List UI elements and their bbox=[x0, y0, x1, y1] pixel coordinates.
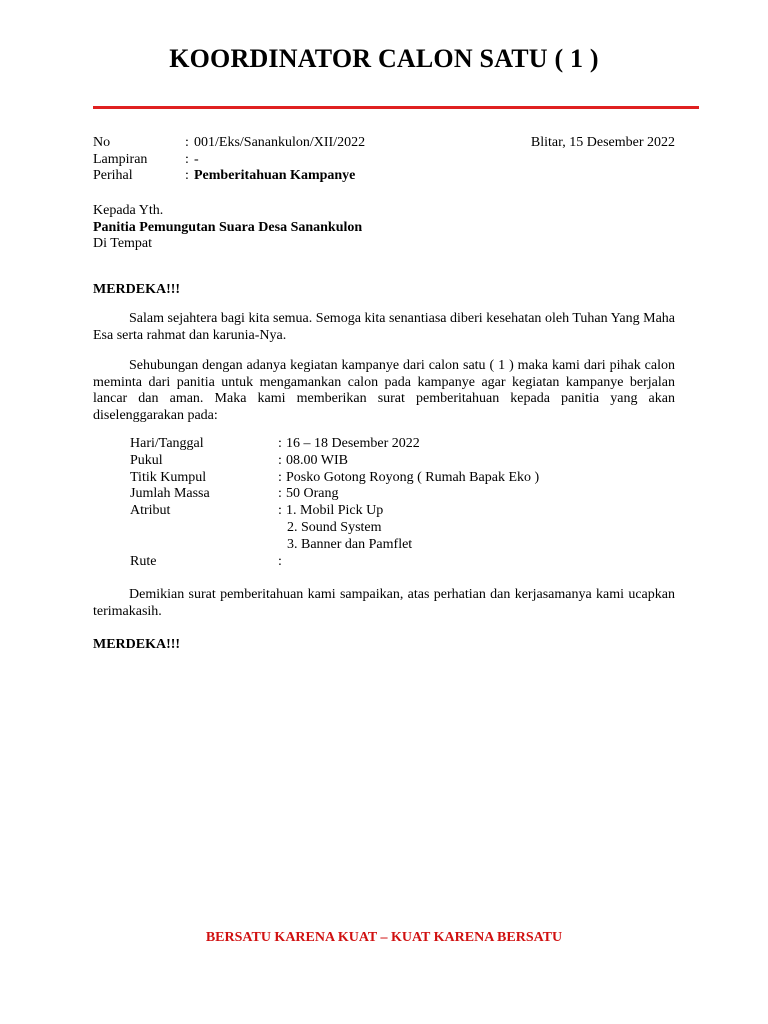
date-label: Hari/Tanggal bbox=[130, 436, 204, 451]
attribute-item: 1. Mobil Pick Up bbox=[286, 503, 384, 519]
letter-meta bbox=[93, 135, 675, 185]
recipient-block bbox=[93, 203, 362, 253]
paragraph-purpose: Sehubungan dengan adanya kegiatan kampanye dari calon satu ( 1 ) maka kami dari pihak calon meminta dari panitia untuk mengamankan calon pada kampanye agar kegiatan kampanye berjalan lancar dan aman. Maka kami memberikan surat pemberitahuan kepada panitia yang akan diselenggarakan pada: bbox=[93, 358, 675, 423]
paragraph-closing: Demikian surat pemberitahuan kami sampaikan, atas perhatian dan kerjasamanya kami ucapkan terimakasih. bbox=[93, 587, 675, 619]
time-colon: : bbox=[278, 452, 282, 468]
crowd-colon: : bbox=[278, 486, 282, 502]
number-colon: : bbox=[185, 135, 189, 150]
meta-row-attachment bbox=[93, 152, 675, 169]
meeting-point-label: Titik Kumpul bbox=[130, 469, 207, 485]
closing-greeting: MERDEKA!!! bbox=[93, 637, 181, 652]
letterhead-divider bbox=[93, 106, 699, 109]
number-label: No bbox=[93, 135, 111, 150]
subject-value: Pemberitahuan Kampanye bbox=[194, 168, 356, 183]
place-date: Blitar, 15 Desember 2022 bbox=[530, 135, 675, 150]
paragraph-salutation: Salam sejahtera bagi kita semua. Semoga kita senantiasa diberi kesehatan oleh Tuhan Yang Maha Esa serta rahmat dan karunia-Nya. bbox=[93, 311, 675, 343]
route-label: Rute bbox=[130, 553, 157, 569]
meeting-point-value: Posko Gotong Royong ( Rumah Bapak Eko ) bbox=[286, 469, 540, 485]
recipient-salutation: Kepada Yth. bbox=[93, 203, 164, 218]
attribute-item: 3. Banner dan Pamflet bbox=[287, 536, 413, 552]
time-label: Pukul bbox=[130, 452, 163, 468]
attributes-colon: : bbox=[278, 503, 282, 519]
meta-row-subject bbox=[93, 168, 675, 185]
date-value: 16 – 18 Desember 2022 bbox=[286, 436, 420, 451]
date-colon: : bbox=[278, 436, 282, 451]
time-value: 08.00 WIB bbox=[286, 452, 348, 468]
meeting-point-colon: : bbox=[278, 469, 282, 485]
opening-greeting: MERDEKA!!! bbox=[93, 282, 181, 297]
attachment-label: Lampiran bbox=[93, 151, 148, 167]
recipient-location: Di Tempat bbox=[93, 236, 153, 251]
letterhead-title: KOORDINATOR CALON SATU ( 1 ) bbox=[169, 44, 599, 73]
attributes-label: Atribut bbox=[130, 503, 171, 519]
crowd-value: 50 Orang bbox=[286, 486, 339, 502]
footer-motto: BERSATU KARENA KUAT – KUAT KARENA BERSATU bbox=[205, 930, 563, 945]
subject-colon: : bbox=[185, 168, 189, 183]
subject-label: Perihal bbox=[93, 168, 133, 183]
recipient-name: Panitia Pemungutan Suara Desa Sanankulon bbox=[93, 219, 363, 235]
attachment-colon: : bbox=[185, 151, 189, 167]
crowd-label: Jumlah Massa bbox=[130, 486, 210, 502]
attribute-item: 2. Sound System bbox=[287, 519, 382, 535]
attachment-value: - bbox=[194, 151, 199, 167]
meta-row-number bbox=[93, 135, 675, 152]
route-colon: : bbox=[278, 553, 282, 569]
number-value: 001/Eks/Sanankulon/XII/2022 bbox=[194, 135, 366, 150]
